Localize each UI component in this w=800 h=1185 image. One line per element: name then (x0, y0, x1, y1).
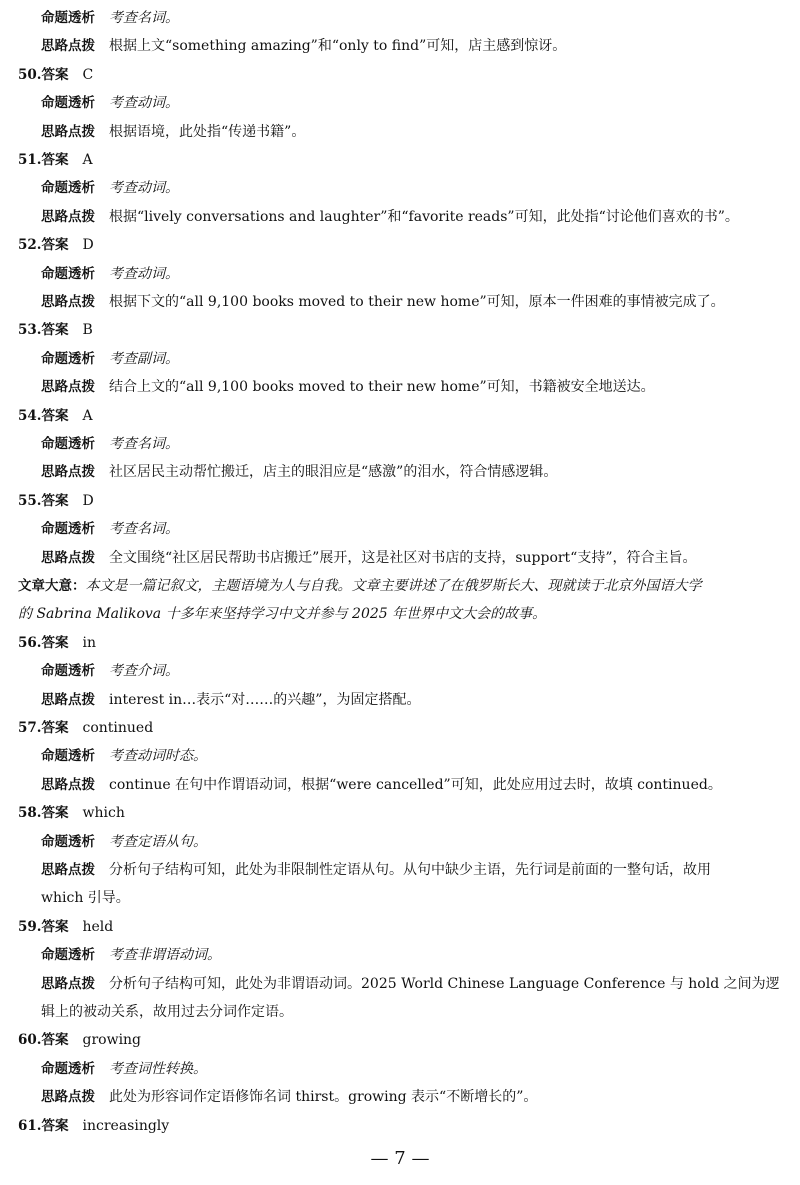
answer-value: D (82, 492, 94, 509)
analysis-line (41, 349, 179, 369)
analysis-label: 命题透析 (41, 833, 95, 850)
answer-value: D (82, 237, 94, 254)
summary-line (18, 576, 702, 596)
analysis-label: 命题透析 (41, 180, 95, 197)
analysis-line (41, 93, 179, 113)
answer-value: A (82, 152, 93, 168)
answer-line (18, 917, 113, 937)
answer-label: 答案 (41, 1032, 69, 1049)
answer-line (18, 65, 93, 85)
answer-value: which (82, 805, 125, 822)
answer-value: increasingly (82, 1117, 170, 1134)
hint-label: 思路点拨 (41, 38, 95, 55)
question-number: 50. (18, 66, 42, 83)
hint-line (41, 548, 697, 568)
answer-label: 答案 (41, 407, 69, 424)
hint-text: 根据“lively conversations and laughter”和“favorite reads”可知，此处指“讨论他们喜欢的书”。 (109, 208, 739, 225)
hint-text: which 引导。 (41, 890, 130, 907)
question-number: 61. (18, 1117, 42, 1134)
analysis-text: 考查名词。 (109, 10, 179, 26)
answer-line (18, 1116, 169, 1136)
analysis-text: 考查动词时态。 (109, 748, 207, 765)
hint-line (41, 207, 739, 227)
hint-text: interest in…表示“对……的兴趣”，为固定搭配。 (109, 691, 421, 708)
analysis-label: 命题透析 (41, 663, 95, 680)
hint-label: 思路点拨 (41, 123, 95, 140)
hint-continuation (41, 888, 130, 908)
question-number: 51. (18, 152, 42, 168)
hint-label: 思路点拨 (41, 1089, 95, 1106)
analysis-label: 命题透析 (41, 1060, 95, 1077)
question-number: 57. (18, 720, 42, 736)
answer-line (18, 803, 125, 823)
question-number: 56. (18, 634, 42, 651)
hint-text: 分析句子结构可知，此处为非限制性定语从句。从句中缺少主语，先行词是前面的一整句话，故用 (109, 862, 711, 878)
hint-text: 此处为形容词作定语修饰名词 thirst。growing 表示“不断增长的”。 (109, 1089, 538, 1106)
analysis-text: 考查动词。 (109, 265, 179, 282)
answer-label: 答案 (41, 805, 69, 822)
hint-line (41, 974, 780, 994)
summary-text: 本文是一篇记叙文，主题语境为人与自我。文章主要讲述了在俄罗斯长大、现就读于北京外国语大学 (85, 578, 702, 594)
analysis-text: 考查词性转换。 (109, 1060, 207, 1077)
answer-line (18, 1030, 141, 1050)
hint-line (41, 462, 557, 482)
hint-text: 分析句子结构可知，此处为非谓语动词。2025 World Chinese Language Conference 与 hold 之间为逻 (109, 975, 780, 992)
analysis-text: 考查介词。 (109, 663, 179, 680)
question-number: 54. (18, 407, 42, 424)
hint-line (41, 690, 420, 710)
answer-label: 答案 (41, 152, 69, 168)
hint-label: 思路点拨 (41, 862, 95, 878)
answer-value: continued (82, 720, 154, 736)
analysis-label: 命题透析 (41, 10, 95, 26)
answer-label: 答案 (41, 720, 69, 736)
analysis-text: 考查名词。 (109, 436, 179, 452)
answer-line (18, 718, 153, 738)
answer-value: in (82, 634, 96, 651)
analysis-text: 考查副词。 (109, 350, 179, 367)
hint-line (41, 36, 566, 56)
hint-label: 思路点拨 (41, 294, 95, 310)
hint-text: 社区居民主动帮忙搬迁，店主的眼泪应是“感激”的泪水，符合情感逻辑。 (109, 464, 558, 481)
hint-line (41, 377, 655, 397)
summary-label: 文章大意： (18, 578, 86, 594)
question-number: 53. (18, 322, 42, 339)
analysis-label: 命题透析 (41, 265, 95, 282)
analysis-line (41, 264, 179, 284)
analysis-line (41, 945, 221, 965)
question-number: 58. (18, 805, 42, 822)
answer-label: 答案 (41, 66, 69, 83)
analysis-line (41, 434, 179, 454)
hint-text: 根据下文的“all 9,100 books moved to their new home”可知，原本一件困难的事情被完成了。 (109, 294, 725, 310)
analysis-label: 命题透析 (41, 521, 95, 538)
answer-line (18, 633, 96, 653)
analysis-line (41, 1059, 207, 1079)
analysis-text: 考查定语从句。 (109, 833, 207, 850)
hint-label: 思路点拨 (41, 776, 95, 793)
analysis-text: 考查名词。 (109, 521, 179, 538)
summary-line (18, 604, 546, 624)
page-number: — 7 — (370, 1148, 430, 1169)
hint-line (41, 775, 722, 795)
answer-label: 答案 (41, 492, 69, 509)
hint-line (41, 1087, 537, 1107)
answer-label: 答案 (41, 322, 69, 339)
hint-label: 思路点拨 (41, 691, 95, 708)
answer-line (18, 320, 93, 340)
hint-label: 思路点拨 (41, 379, 95, 396)
analysis-label: 命题透析 (41, 748, 95, 765)
hint-line (41, 122, 305, 142)
question-number: 55. (18, 492, 42, 509)
hint-label: 思路点拨 (41, 975, 95, 992)
hint-line (41, 860, 711, 880)
question-number: 60. (18, 1032, 42, 1049)
answer-label: 答案 (41, 1117, 69, 1134)
analysis-line (41, 832, 207, 852)
answer-label: 答案 (41, 918, 69, 935)
hint-label: 思路点拨 (41, 464, 95, 481)
answer-line (18, 150, 93, 170)
answer-label: 答案 (41, 634, 69, 651)
analysis-text: 考查动词。 (109, 180, 179, 197)
hint-text: 结合上文的“all 9,100 books moved to their new home”可知，书籍被安全地送达。 (109, 379, 655, 396)
answer-value: C (82, 66, 94, 83)
analysis-line (41, 178, 179, 198)
analysis-line (41, 8, 179, 28)
hint-text: 辑上的被动关系，故用过去分词作定语。 (41, 1004, 293, 1020)
analysis-line (41, 746, 207, 766)
answer-value: B (82, 322, 93, 339)
hint-text: 全文围绕“社区居民帮助书店搬迁”展开，这是社区对书店的支持，support“支持”，符合主旨。 (109, 549, 697, 566)
answer-value: held (82, 918, 114, 935)
analysis-line (41, 519, 179, 539)
analysis-line (41, 661, 179, 681)
analysis-label: 命题透析 (41, 436, 95, 452)
answer-value: A (82, 407, 93, 424)
hint-text: continue 在句中作谓语动词，根据“were cancelled”可知，此处应用过去时，故填 continued。 (109, 776, 722, 793)
analysis-text: 考查动词。 (109, 95, 179, 112)
hint-label: 思路点拨 (41, 549, 95, 566)
hint-line (41, 292, 725, 312)
answer-line (18, 235, 94, 255)
hint-text: 根据上文“something amazing”和“only to find”可知，店主感到惊讶。 (109, 38, 567, 55)
question-number: 59. (18, 918, 42, 935)
analysis-text: 考查非谓语动词。 (109, 947, 221, 964)
analysis-label: 命题透析 (41, 95, 95, 112)
answer-line (18, 491, 94, 511)
hint-label: 思路点拨 (41, 208, 95, 225)
summary-text: 的 Sabrina Malikova 十多年来坚持学习中文并参与 2025 年世界中文大会的故事。 (18, 606, 547, 623)
analysis-label: 命题透析 (41, 350, 95, 367)
answer-line (18, 406, 93, 426)
analysis-label: 命题透析 (41, 947, 95, 964)
answer-label: 答案 (41, 237, 69, 254)
answer-value: growing (82, 1032, 142, 1049)
hint-continuation (41, 1002, 293, 1022)
hint-text: 根据语境，此处指“传递书籍”。 (109, 123, 306, 140)
question-number: 52. (18, 237, 42, 254)
